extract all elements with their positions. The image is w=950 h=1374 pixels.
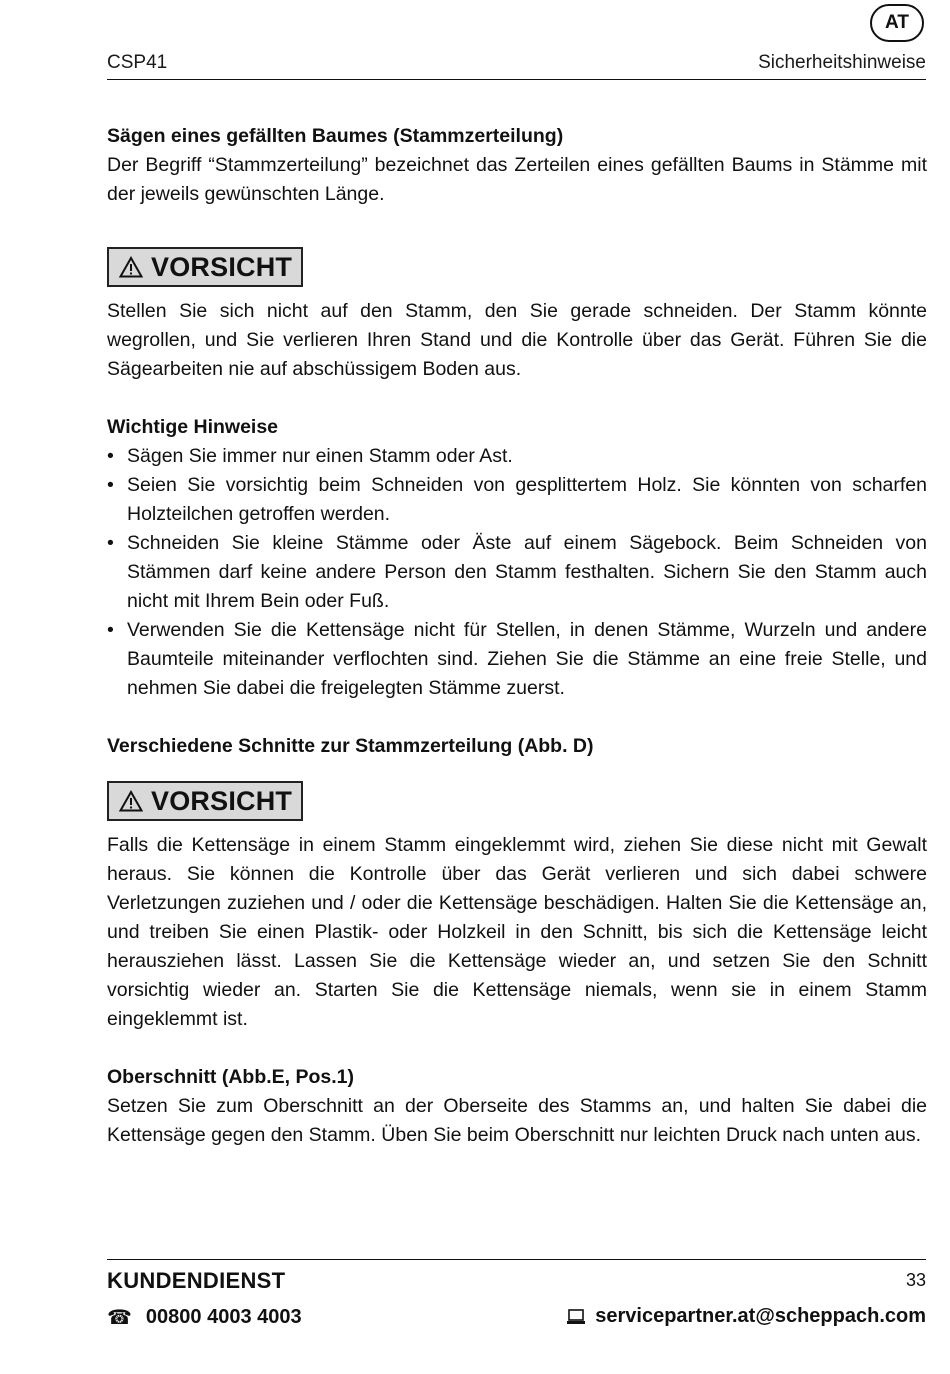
paragraph-oberschnitt: Setzen Sie zum Oberschnitt an der Oberseite des Stamms an, und halten Sie dabei die Kettensäge gegen den Stamm. Üben Sie beim Oberschnitt nur leichten Druck nach unten aus.: [107, 1095, 927, 1146]
list-item: • Seien Sie vorsichtig beim Schneiden von gesplittertem Holz. Sie könnten von scharfen Holzteilchen getroffen werden.: [107, 471, 927, 529]
warning-text: Stellen Sie sich nicht auf den Stamm, den Sie gerade schneiden. Der Stamm könnte wegrollen, und Sie verlieren Ihren Stand und die Kontrolle über das Gerät. Führen Sie die Sägearbeiten nie auf abschüssigem Boden aus.: [107, 300, 927, 380]
section-heading-hinweise: Wichtige Hinweise: [107, 416, 279, 438]
footer-title: KUNDENDIENST: [107, 1268, 286, 1293]
section-heading-oberschnitt: Oberschnitt (Abb.E, Pos.1): [107, 1066, 355, 1088]
bullet-list: [107, 442, 927, 703]
warning-label: VORSICHT: [151, 785, 293, 816]
header-rule: [107, 79, 926, 80]
warning-label: VORSICHT: [151, 251, 293, 282]
header-section-title: Sicherheitshinweise: [758, 52, 926, 73]
list-item: • Verwenden Sie die Kettensäge nicht für Stellen, in denen Stämme, Wurzeln und andere Baumteile miteinander verflochten sind. Ziehen Sie die Stämme an eine freie Stelle, und nehmen Sie dabei die freigelegten Stämme zuerst.: [107, 616, 927, 703]
warning-triangle-icon: [119, 256, 143, 278]
list-item: • Sägen Sie immer nur einen Stamm oder Ast.: [107, 442, 927, 471]
warning-box: [107, 247, 303, 287]
footer-phone: [107, 1305, 302, 1330]
email-address: servicepartner.at@scheppach.com: [595, 1305, 926, 1327]
footer-email: [567, 1305, 926, 1328]
computer-icon: [567, 1309, 585, 1325]
header-model: CSP41: [107, 52, 168, 73]
paragraph-stammzerteilung: Der Begriff “Stammzerteilung” bezeichnet das Zerteilen eines gefällten Baums in Stämme mit der jeweils gewünschten Länge.: [107, 154, 927, 205]
phone-number: 00800 4003 4003: [145, 1306, 302, 1328]
warning-triangle-icon: [119, 790, 143, 812]
country-badge: AT: [870, 4, 924, 42]
footer-rule: [107, 1259, 926, 1260]
page-number: 33: [905, 1270, 926, 1290]
list-item: • Schneiden Sie kleine Stämme oder Äste auf einem Sägebock. Beim Schneiden von Stämmen darf keine andere Person den Stamm festhalten. Sichern Sie den Stamm auch nicht mit Ihrem Bein oder Fuß.: [107, 529, 927, 616]
section-heading-stammzerteilung: Sägen eines gefällten Baumes (Stammzerteilung): [107, 125, 564, 147]
warning-box: [107, 781, 303, 821]
page-content: [107, 122, 927, 1150]
phone-icon: ☎: [107, 1307, 132, 1329]
warning-text: Falls die Kettensäge in einem Stamm eingeklemmt wird, ziehen Sie diese nicht mit Gewalt heraus. Sie können die Kontrolle über das Gerät verlieren und sich dabei schwere Verletzungen zuziehen und / oder die Kettensäge beschädigen. Halten Sie die Kettensäge an, und treiben Sie einen Plastik- oder Holzkeil in den Schnitt, bis sich die Kettensäge leicht herausziehen lässt. Lassen Sie die Kettensäge wieder an, und setzen Sie den Schnitt vorsichtig wieder an. Starten Sie die Kettensäge niemals, wenn sie in einem Stamm eingeklemmt ist.: [107, 834, 927, 1030]
section-heading-schnitte: Verschiedene Schnitte zur Stammzerteilung (Abb. D): [107, 735, 594, 757]
